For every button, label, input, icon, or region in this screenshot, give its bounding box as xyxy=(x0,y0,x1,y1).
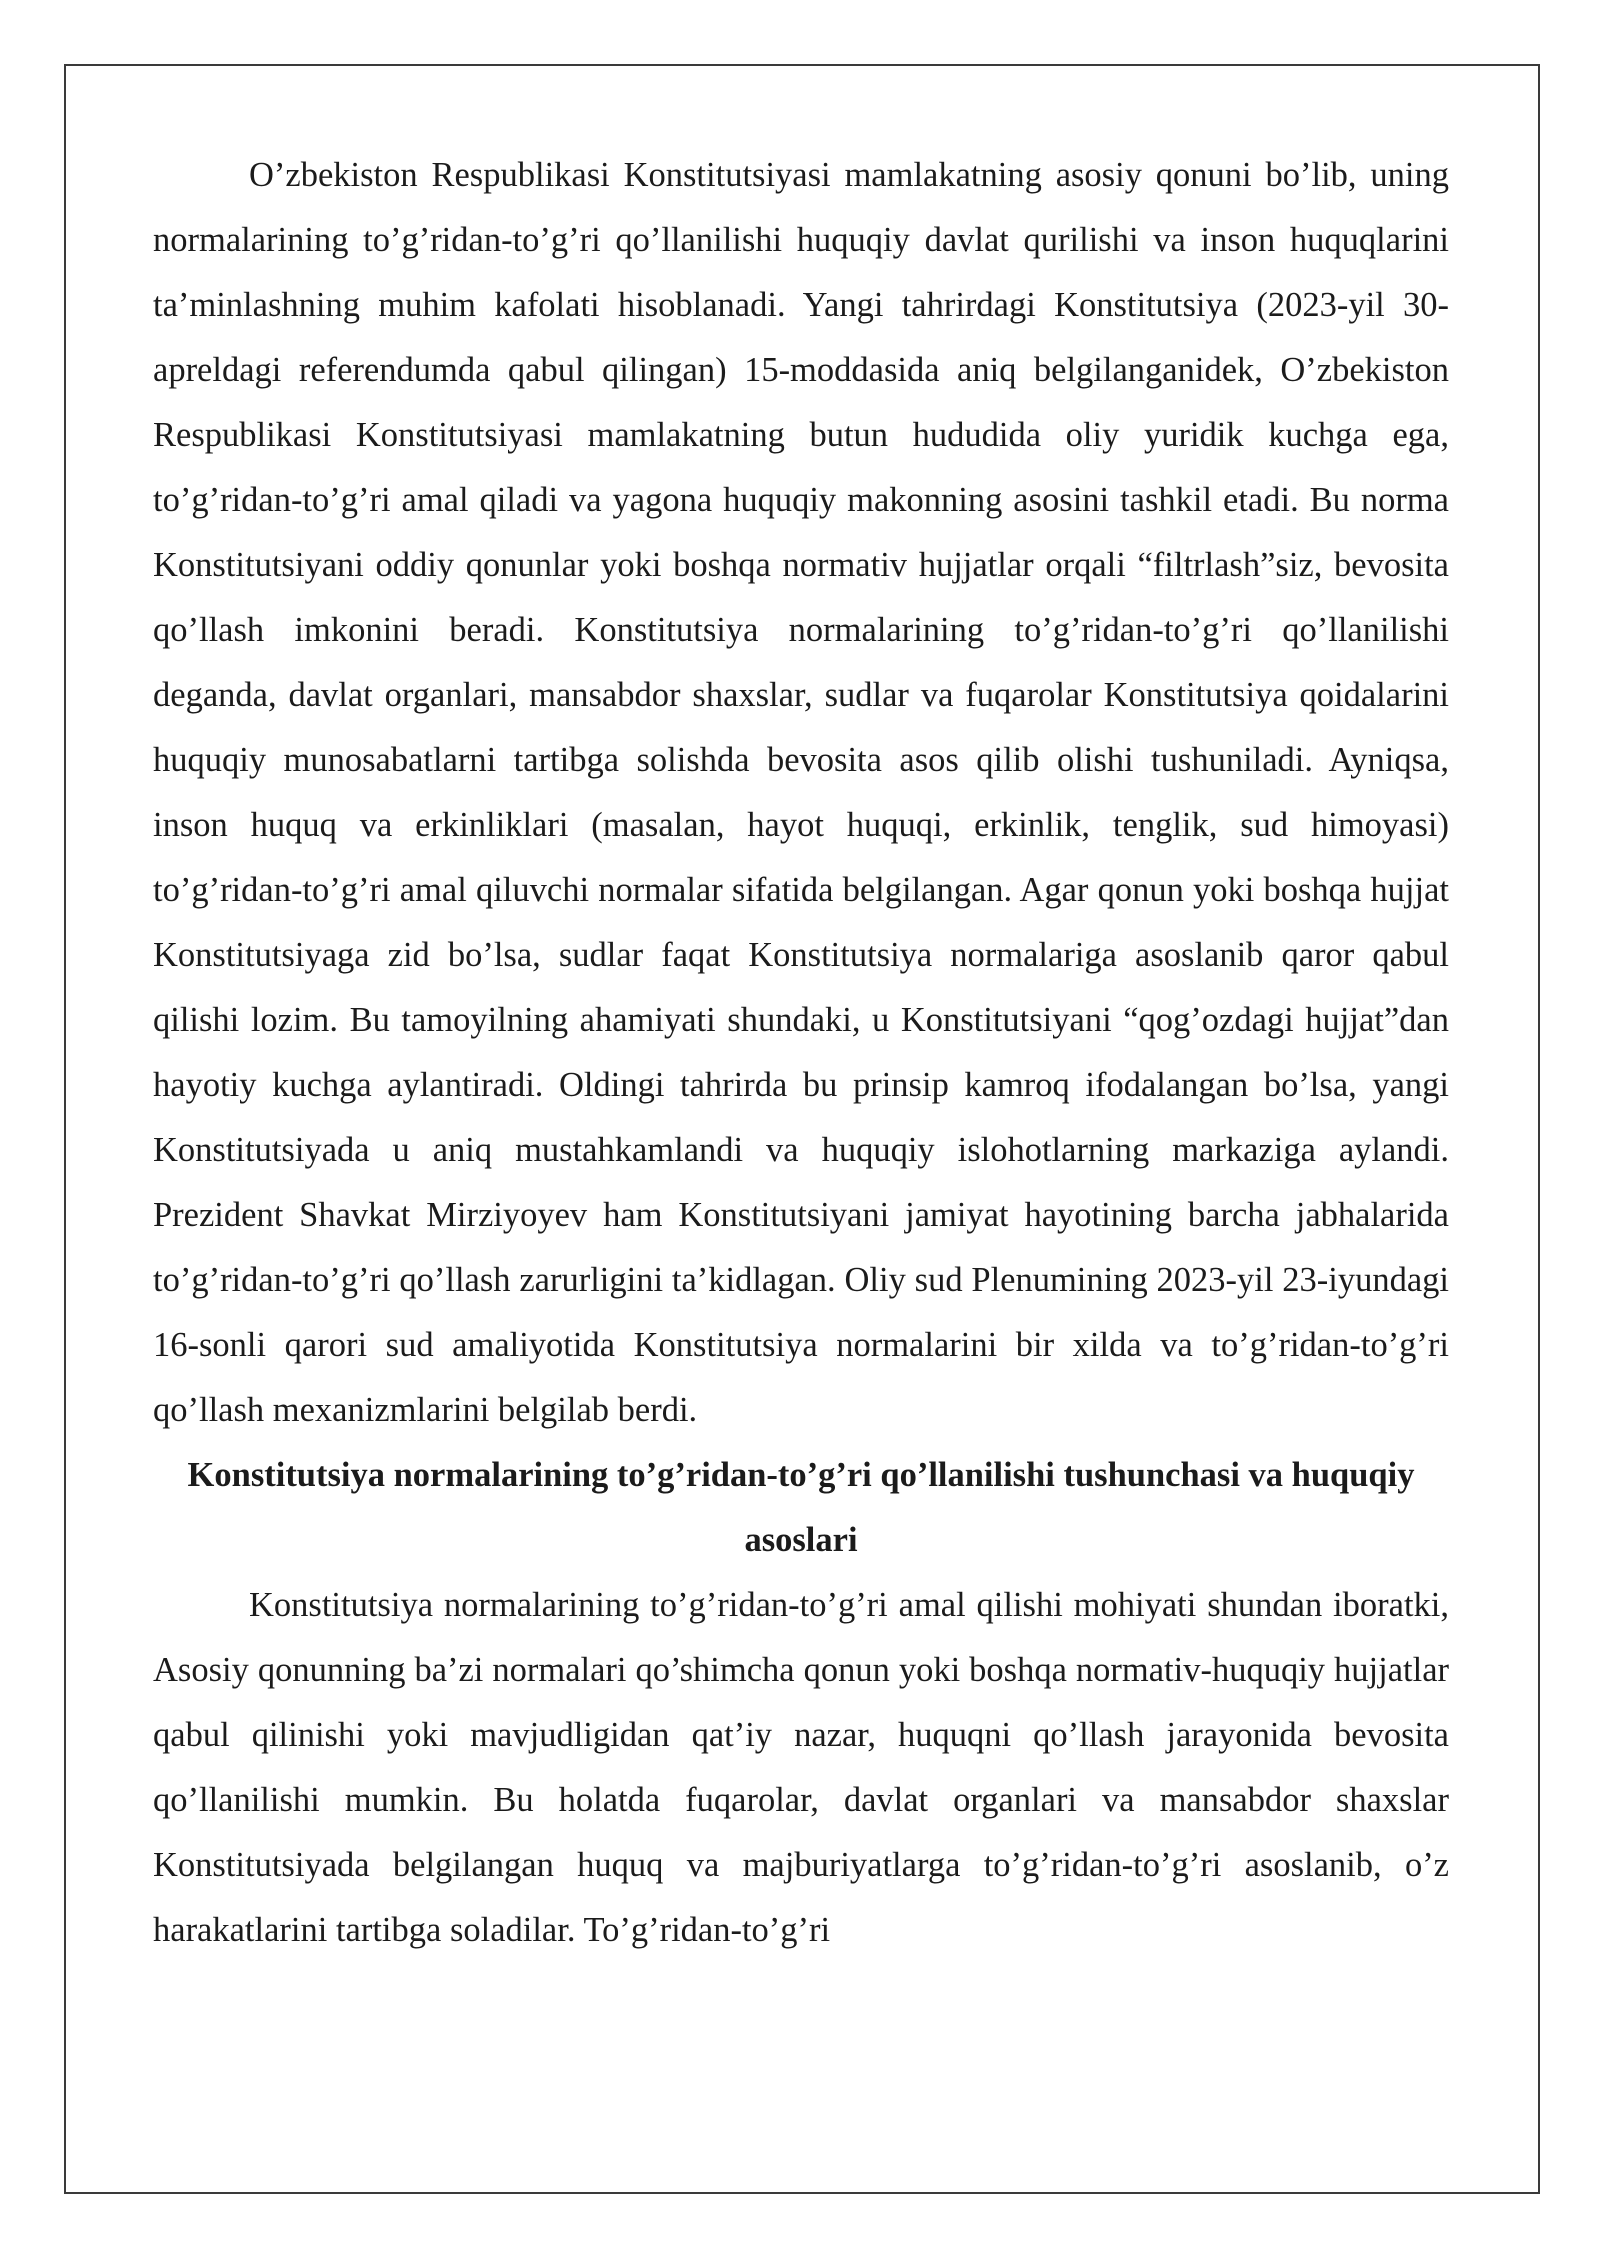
section-heading: Konstitutsiya normalarining to’g’ridan-to’g’ri qo’llanilishi tushunchasi va huquqiy asoslari xyxy=(187,1456,1415,1559)
paragraph-intro: O’zbekiston Respublikasi Konstitutsiyasi mamlakatning asosiy qonuni bo’lib, uning normalarining to’g’ridan-to’g’ri qo’llanilishi huquqiy davlat qurilishi va inson huquqlarini ta’minlashning muhim kafolati hisoblanadi. Yangi tahrirdagi Konstitutsiya (2023-yil 30-apreldagi referendumda qabul qilingan) 15-moddasida aniq belgilanganidek, O’zbekiston Respublikasi Konstitutsiyasi mamlakatning butun hududida oliy yuridik kuchga ega, to’g’ridan-to’g’ri amal qiladi va yagona huquqiy makonning asosini tashkil etadi. Bu norma Konstitutsiyani oddiy qonunlar yoki boshqa normativ hujjatlar orqali “filtrlash”siz, bevosita qo’llash imkonini beradi. Konstitutsiya normalarining to’g’ridan-to’g’ri qo’llanilishi deganda, davlat organlari, mansabdor shaxslar, sudlar va fuqarolar Konstitutsiya qoidalarini huquqiy munosabatlarni tartibga solishda bevosita asos qilib olishi tushuniladi. Ayniqsa, inson huquq va erkinliklari (masalan, hayot huquqi, erkinlik, tenglik, sud himoyasi) to’g’ridan-to’g’ri amal qiluvchi normalar sifatida belgilangan. Agar qonun yoki boshqa hujjat Konstitutsiyaga zid bo’lsa, sudlar faqat Konstitutsiya normalariga asoslanib qaror qabul qilishi lozim. Bu tamoyilning ahamiyati shundaki, u Konstitutsiyani “qog’ozdagi hujjat”dan hayotiy kuchga aylantiradi. Oldingi tahrirda bu prinsip kamroq ifodalangan bo’lsa, yangi Konstitutsiyada u aniq mustahkamlandi va huquqiy islohotlarning markaziga aylandi. Prezident Shavkat Mirziyoyev ham Konstitutsiyani jamiyat hayotining barcha jabhalarida to’g’ridan-to’g’ri qo’llash zarurligini ta’kidlagan. Oliy sud Plenumining 2023-yil 23-iyundagi 16-sonli qarori sud amaliyotida Konstitutsiya normalarini bir xilda va to’g’ridan-to’g’ri qo’llash mexanizmlarini belgilab berdi. xyxy=(153,156,1449,1429)
paragraph-section-body: Konstitutsiya normalarining to’g’ridan-to’g’ri amal qilishi mohiyati shundan iboratki, Asosiy qonunning ba’zi normalari qo’shimcha qonun yoki boshqa normativ-huquqiy hujjatlar qabul qilinishi yoki mavjudligidan qat’iy nazar, huquqni qo’llash jarayonida bevosita qo’llanilishi mumkin. Bu holatda fuqarolar, davlat organlari va mansabdor shaxslar Konstitutsiyada belgilangan huquq va majburiyatlarga to’g’ridan-to’g’ri asoslanib, o’z harakatlarini tartibga soladilar. To’g’ridan-to’g’ri xyxy=(153,1586,1449,1949)
document-body xyxy=(153,143,1449,1963)
